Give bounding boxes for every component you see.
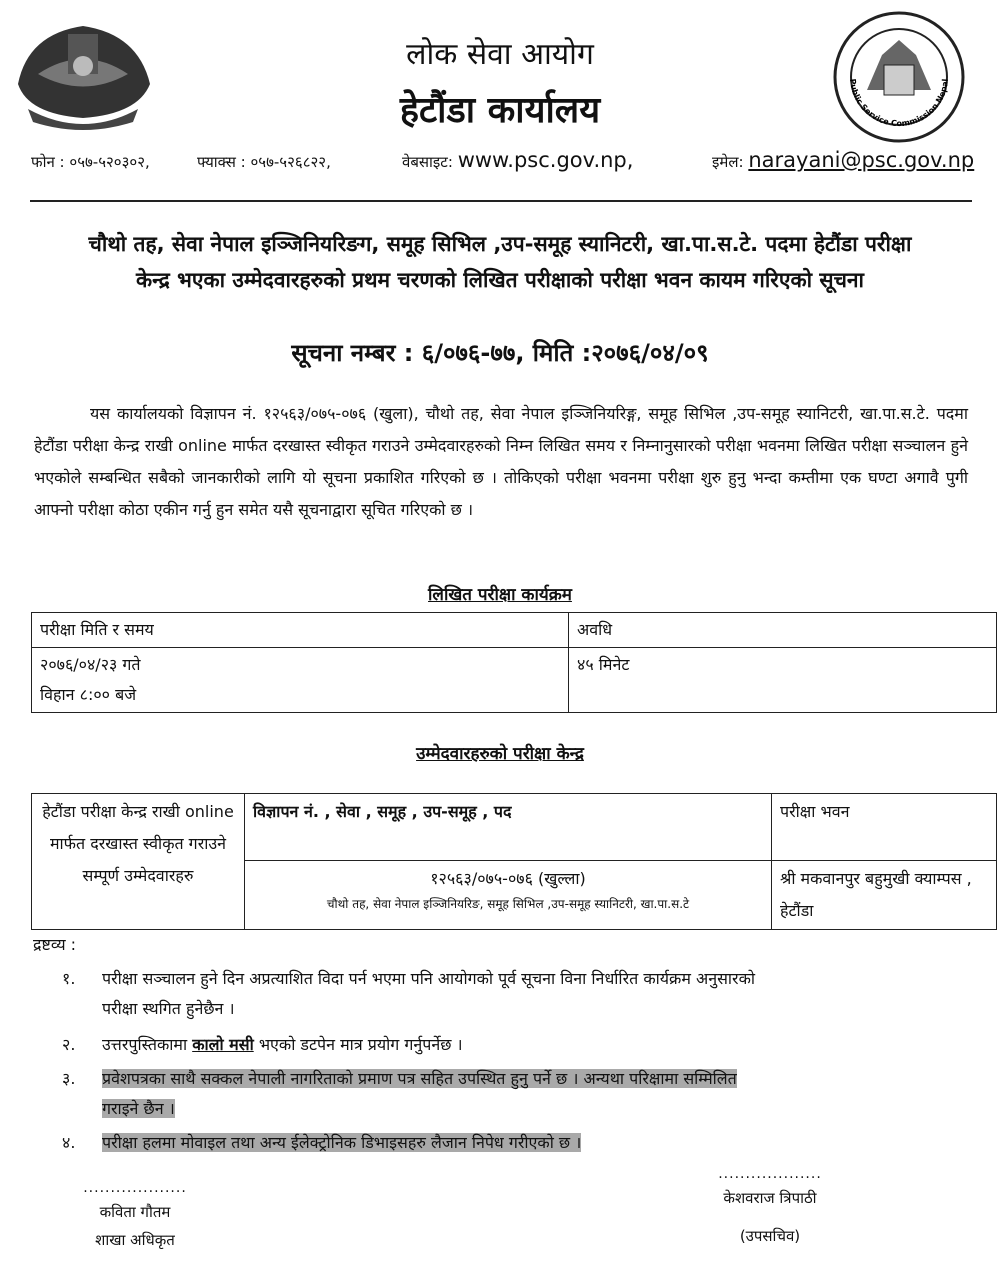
- signer-title: (उपसचिव): [739, 1227, 801, 1245]
- note-number: २.: [62, 1035, 76, 1054]
- notice-title-line1: चौथो तह, सेवा नेपाल इञ्जिनियरिङग, समूह सिभिल ,उप-समूह स्यानिटरी, खा.पा.स.टे. पदमा हेटौंडा परीक्षा: [88, 232, 912, 256]
- seal-text: Public Service Commission Nepal: [847, 78, 950, 129]
- signature-right: [690, 1166, 850, 1246]
- advert-detail: चौथो तह, सेवा नेपाल इञ्जिनियरिङ, समूह सिभिल ,उप-समूह स्यानिटरी, खा.पा.स.टे: [326, 897, 690, 911]
- note-text-cont: परीक्षा स्थगित हुनेछैन ।: [102, 999, 235, 1018]
- note-number: १.: [62, 969, 76, 988]
- note-text: परीक्षा सञ्चालन हुने दिन अप्रत्याशित विदा पर्न भएमा पनि आयोगको पूर्व सूचना विना निर्धारित कार्यक्रम अनुसारको: [102, 969, 756, 988]
- signer-name: कविता गौतम: [99, 1203, 171, 1221]
- organization-name: लोक सेवा आयोग: [406, 37, 594, 72]
- website-suffix: ,: [626, 148, 634, 172]
- note-item: [62, 1128, 982, 1158]
- phone-value: ०५७-५२०३०२,: [69, 153, 150, 171]
- signature-line: ...................: [83, 1180, 187, 1196]
- table-row: [32, 648, 997, 713]
- centers-table: [31, 793, 997, 930]
- col-building-header: परीक्षा भवन: [772, 794, 997, 861]
- notice-title-line2: केन्द्र भएका उम्मेदवारहरुको प्रथम चरणको लिखित परीक्षाको परीक्षा भवन कायम गरिएको सूचना: [136, 268, 864, 292]
- email-info: [712, 148, 974, 172]
- phone-info: [31, 152, 150, 172]
- exam-time: विहान ८:०० बजे: [40, 685, 137, 704]
- signature-line: ...................: [718, 1166, 822, 1182]
- note-number: ४.: [62, 1133, 76, 1152]
- signer-title: शाखा अधिकृत: [95, 1231, 175, 1249]
- note-text-cont: गराइने छैन ।: [102, 1099, 175, 1118]
- office-name: हेटौंडा कार्यालय: [399, 90, 601, 131]
- notice-body: यस कार्यालयको विज्ञापन नं. १२५६३/०७५-०७६ (खुला), चौथो तह, सेवा नेपाल इञ्जिनियरिङ्ग, समूह सिभिल ,उप-समूह स्यानिटरी, खा.पा.स.टे. पदमा हेटौंडा परीक्षा केन्द्र राखी online मार्फत दरखास्त स्वीकृत गराउने उम्मेदवारहरुको निम्न लिखित समय र निम्नानुसारको परीक्षा भवनमा लिखित परीक्षा सञ्चालन हुने भएकोले सम्बन्धित सबैको जानकारीको लागि यो सूचना प्रकाशित गरिएको छ । तोकिएको परीक्षा भवनमा परीक्षा शुरु हुनु भन्दा कम्तीमा एक घण्टा अगावै पुगी आफ्नो परीक्षा कोठा एकीन गर्नु हुन समेत यसै सूचनाद्वारा सूचित गरिएको छ ।: [34, 404, 968, 519]
- notice-title: [20, 226, 980, 298]
- website-link[interactable]: www.psc.gov.np: [457, 148, 627, 172]
- phone-label: फोन :: [31, 153, 65, 171]
- notice-number: सूचना नम्बर : ६/०७६-७७, मिति :२०७६/०४/०९: [291, 339, 709, 367]
- fax-value: ०५७-५२६८२२,: [250, 153, 331, 171]
- email-label: इमेल:: [712, 153, 744, 171]
- psc-seal-logo: [832, 10, 966, 144]
- exam-duration: ४५ मिनेट: [569, 648, 997, 713]
- col-datetime-header: परीक्षा मिति र समय: [32, 613, 569, 648]
- exam-date: २०७६/०४/२३ गते: [40, 655, 141, 674]
- email-link[interactable]: narayani@psc.gov.np: [748, 148, 975, 172]
- note-item: [62, 1030, 982, 1060]
- col-advert-header: विज्ञापन नं. , सेवा , समूह , उप-समूह , पद: [245, 794, 772, 861]
- table-row: [32, 794, 997, 861]
- fax-label: फ्याक्स :: [197, 153, 246, 171]
- centers-heading: उम्मेदवारहरुको परीक्षा केन्द्र: [416, 744, 584, 764]
- advert-number: १२५६३/०७५-०७६ (खुल्ला): [430, 869, 586, 888]
- note-emphasis: कालो मसी: [192, 1035, 254, 1054]
- note-item: [62, 1064, 982, 1124]
- note-text: उत्तरपुस्तिकामा: [102, 1035, 188, 1054]
- exam-datetime-cell: [32, 648, 569, 713]
- note-text: प्रवेशपत्रका साथै सक्कल नेपाली नागरिताको प्रमाण पत्र सहित उपस्थित हुनु पर्ने छ । अन्यथा परिक्षामा सम्मिलित: [102, 1069, 737, 1088]
- schedule-table: [31, 612, 997, 713]
- signer-name: केशवराज त्रिपाठी: [723, 1189, 817, 1207]
- note-number: ३.: [62, 1069, 76, 1088]
- fax-info: [197, 152, 331, 172]
- candidates-cell: हेटौंडा परीक्षा केन्द्र राखी online मार्फत दरखास्त स्वीकृत गराउने सम्पूर्ण उम्मेदवारहरु: [32, 794, 245, 930]
- col-duration-header: अवधि: [569, 613, 997, 648]
- schedule-heading: लिखित परीक्षा कार्यक्रम: [428, 585, 572, 605]
- table-row: [32, 613, 997, 648]
- nepal-emblem-logo: [8, 14, 158, 139]
- signature-left: [60, 1180, 210, 1250]
- website-info: [402, 148, 633, 172]
- note-text: परीक्षा हलमा मोवाइल तथा अन्य ईलेक्ट्रोनिक डिभाइसहरु लैजान निपेध गरीएको छ ।: [102, 1133, 582, 1152]
- note-text-end: भएको डटपेन मात्र प्रयोग गर्नुपर्नेछ ।: [258, 1035, 463, 1054]
- notes-heading: द्रष्टव्य :: [33, 935, 77, 954]
- advert-cell: [245, 861, 772, 930]
- note-item: [62, 964, 982, 1024]
- website-label: वेबसाइट:: [402, 153, 453, 171]
- exam-building: श्री मकवानपुर बहुमुखी क्याम्पस , हेटौंडा: [772, 861, 997, 930]
- header-divider: [30, 200, 972, 202]
